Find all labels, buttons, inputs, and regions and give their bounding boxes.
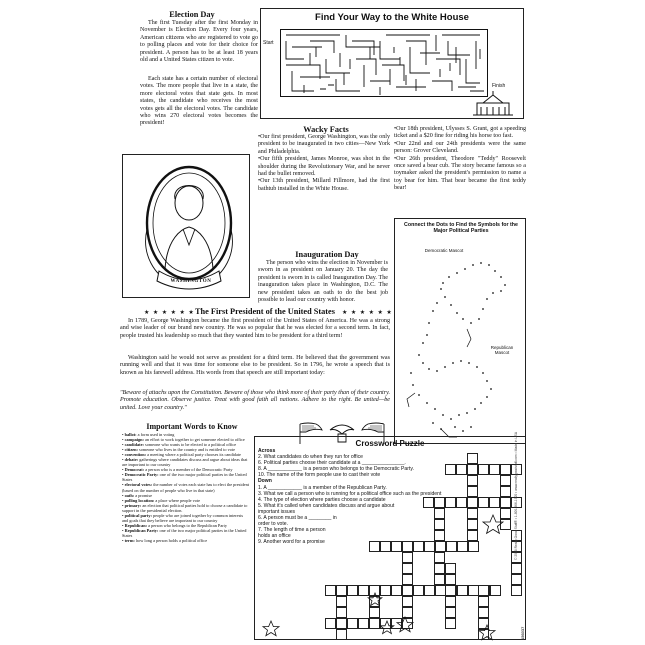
down-clue: 3. What we call a person who is running for a political office such as the president <box>258 490 442 497</box>
wacky-fact: •Our fifth president, James Monroe, was shot in the shoulder during the Revolutionary War, and he never had the bullet removed. <box>258 156 390 178</box>
word-item: • Republican: a person who belongs to the Republican Party <box>122 522 228 528</box>
first-president-title: The First President of the United States <box>195 307 335 316</box>
wacky-fact: •Our 13th president, Millard Fillmore, had the first bathtub installed in the White House. <box>258 178 390 192</box>
down-clue: 9. Another word for a promise <box>258 539 325 546</box>
election-day-title: Election Day <box>169 10 215 19</box>
words-title: Important Words to Know <box>146 422 238 431</box>
wacky-fact: •Our first president, George Washington, was the only president to be inaugurated in two cities—New York and Philadelphia. <box>258 134 390 155</box>
activity-placemat <box>118 4 526 641</box>
inauguration-title: Inauguration Day <box>295 250 359 259</box>
down-clue: 7. The length of time a person holds an office <box>258 527 326 540</box>
word-def: a person who is a member of the Democratic Party <box>145 467 233 473</box>
word-term: polling location: <box>124 497 155 503</box>
word-def: one of the two major political parties in the United States <box>122 472 247 483</box>
word-def: a promise <box>135 492 153 498</box>
wacky-fact: •Our 22nd and our 24th presidents were the same person: Grover Cleveland. <box>394 140 526 155</box>
decorative-stars <box>255 437 527 641</box>
product-code: 156037 <box>520 626 525 640</box>
down-clue: 5. What it's called when candidates discuss and argue about important issues <box>258 502 395 515</box>
across-label: Across <box>258 448 276 454</box>
word-def: an effort to work together to get someone elected to office <box>145 437 245 443</box>
across-clue: 10. The name of the form people use to cast their vote <box>258 472 381 479</box>
election-day-para1: The first Tuesday after the first Monday in November is Election Day. Every four years, American citizens who are registered to vote go to polling places and vote for their choice for president. A person has to be at least 18 years old and a United States citizen to vote. <box>140 20 258 64</box>
word-def: people who are joined together by common interests and goals that they believe are important to our country <box>122 512 244 523</box>
word-item: • ballot: a form used in voting <box>122 432 175 437</box>
word-term: political party: <box>124 512 152 518</box>
word-term: candidate: <box>124 442 144 448</box>
word-item: • polling location: a place where people vote <box>122 497 201 503</box>
word-term: ballot: <box>124 432 137 437</box>
republican-mascot-label: Republican Mascot <box>490 345 514 356</box>
word-term: debate: <box>124 457 139 463</box>
word-term: term: <box>124 537 135 543</box>
democratic-mascot-label: Democratic Mascot <box>424 248 464 253</box>
across-clue: 2. What candidates do when they run for office <box>258 454 363 461</box>
word-term: Democrat: <box>124 467 145 473</box>
title-stars-left: ★ ★ ★ ★ ★ ★ <box>144 310 195 316</box>
word-term: Republican Party: <box>124 527 159 533</box>
word-item: • primary: an election that political parties hold to choose a candidate to support in the presidential election. <box>122 502 248 513</box>
maze-title: Find Your Way to the White House <box>315 12 469 23</box>
wacky-facts-left <box>258 134 390 193</box>
word-def: the number of votes each state has to elect the president (based on the number of people who live in that state) <box>122 482 249 493</box>
word-item: • political party: people who are joined together by common interests and goals that they believe are important to our country <box>122 512 244 523</box>
word-term: citizen: <box>124 447 138 453</box>
publisher-imprint: © 2008 Really Good Stuff® • 1-800-366-1920 • www.reallygoodstuff.com • Made in USA <box>514 431 518 560</box>
wacky-facts-title: Wacky Facts <box>303 125 349 134</box>
down-clue: 6. A person must be a ________ in order to vote. <box>258 515 337 528</box>
word-item: • oath: a promise <box>122 492 153 498</box>
words-list <box>122 432 250 543</box>
washington-portrait-box <box>122 154 250 298</box>
down-clue: 4. The type of election where parties choose a candidate <box>258 496 386 503</box>
word-item: • electoral votes: the number of votes each state has to elect the president (based on the number of people who live in that state) <box>122 482 249 493</box>
word-def: an election that political parties hold to choose a candidate to support in the presidential election. <box>122 502 248 513</box>
word-def: a meeting where a political party chooses its candidate <box>147 452 241 458</box>
word-term: Democratic Party: <box>124 472 159 478</box>
word-def: a place where people vote <box>155 497 201 503</box>
word-def: one of the two major political parties in the United States <box>122 527 247 538</box>
maze-finish-label: Finish <box>492 83 506 89</box>
word-def: a form used in voting <box>137 432 175 437</box>
wacky-fact: •Our 26th president, Theodore "Teddy" Roosevelt once saved a bear cub. The story became famous so a toymaker asked the president's permission to name a toy bear for him. That bear became the first teddy bear! <box>394 155 526 192</box>
connect-dots-box <box>394 218 526 444</box>
wacky-fact: •Our 18th president, Ulysses S. Grant, got a speeding ticket and a $20 fine for riding his horse too fast. <box>394 126 526 140</box>
first-president-para1: In 1789, George Washington became the first president of the United States of America. He was a strong and wise leader of our brand new country. He was so popular that he was elected for a second term. In fact, people trusted his leadership so much that they wanted him to be president for a third term! <box>120 318 390 339</box>
word-item: • debate: gatherings where candidates discuss and argue about ideas that are important to our country <box>122 457 248 468</box>
across-clue: 6. Political parties choose their candidate at a _______________. <box>258 460 406 467</box>
word-def: someone who wants to be elected to a political office <box>145 442 237 448</box>
word-term: convention: <box>124 452 147 458</box>
title-stars-right: ★ ★ ★ ★ ★ ★ <box>342 310 393 316</box>
maze-start-label: Start <box>263 40 274 46</box>
word-def: gatherings where candidates discuss and argue about ideas that are important to our country <box>122 457 248 468</box>
word-item: • Democrat: a person who is a member of the Democratic Party <box>122 467 233 473</box>
washington-portrait <box>125 159 247 293</box>
word-item: • citizen: someone who lives in the country and is entitled to vote <box>122 447 235 453</box>
word-def: how long a person holds a political office <box>135 537 208 543</box>
word-item: • Democratic Party: one of the two major political parties in the United States <box>122 472 247 483</box>
connect-dots-title: Connect the Dots to Find the Symbols for the Major Political Parties <box>404 222 518 235</box>
dot-to-dot-puzzle[interactable] <box>397 243 525 443</box>
maze-grid[interactable] <box>280 29 488 97</box>
portrait-name-banner: WASHINGTON <box>170 279 212 284</box>
word-def: someone who lives in the country and is entitled to vote <box>139 447 235 453</box>
word-term: oath: <box>124 492 135 498</box>
word-item: • term: how long a person holds a political office <box>122 537 208 543</box>
first-president-para2: Washington said he would not serve as president for a third term. He believed that the government was running well and that it was time for someone else to be president. So in 1796, he wrote a speech that is known as his farewell address. His words from that speech are still important today: <box>120 355 390 376</box>
crossword-box <box>254 436 526 640</box>
word-item: • campaign: an effort to work together to get someone elected to office <box>122 437 245 443</box>
word-term: Republican: <box>124 522 148 528</box>
maze-box <box>260 8 524 119</box>
crossword-title: Crossword Puzzle <box>355 439 425 448</box>
washington-quote: "Beware of attachs upon the Constitution. Beware of those who think more of their party than of their country. Promote education. Observe justice. Treat with good faith all nations. Adhere to the right. Be united—be united. Love your country." <box>120 390 390 411</box>
word-item: • Republican Party: one of the two major political parties in the United States <box>122 527 247 538</box>
down-clue: 1. A ____________ is a member of the Republican Party. <box>258 484 387 491</box>
word-item: • convention: a meeting where a political party chooses its candidate <box>122 452 241 458</box>
word-term: primary: <box>124 502 142 508</box>
down-label: Down <box>258 478 272 485</box>
word-def: a person who belongs to the Republican Party <box>148 522 228 528</box>
word-item: • candidate: someone who wants to be elected to a political office <box>122 442 237 448</box>
wacky-facts-right <box>394 126 526 193</box>
across-clue: 8. A ____________ is a person who belongs to the Democratic Party. <box>258 466 414 473</box>
word-term: electoral votes: <box>124 482 153 488</box>
white-house-icon <box>469 89 517 117</box>
word-term: campaign: <box>124 437 144 443</box>
election-day-para2: Each state has a certain number of electoral votes. The more people that live in a state, the more electoral votes that state gets. In most states, the candidate who receives the most votes gets all the electoral votes. The candidate who wins 270 electoral votes becomes the president! <box>140 76 258 127</box>
inauguration-text: The person who wins the election in November is sworn in as president on January 20. The day the president is sworn in is called Inauguration Day. The inauguration takes place in Washington, D.C. The new president takes an oath to do the best job possible to lead our country with honor. <box>258 260 388 304</box>
